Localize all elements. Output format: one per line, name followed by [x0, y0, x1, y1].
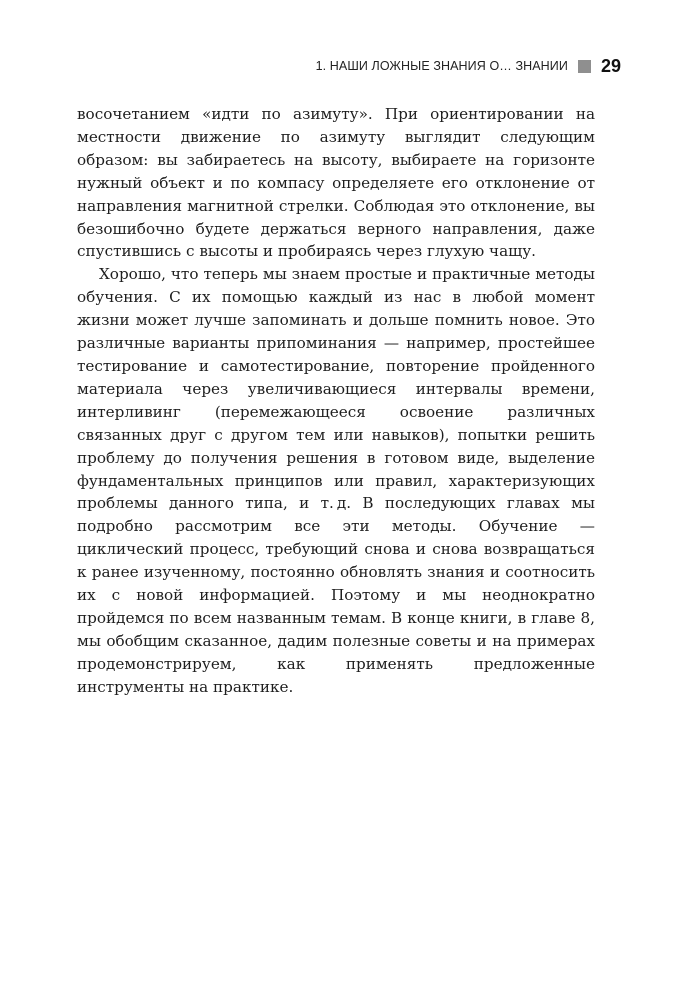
body-text	[77, 103, 595, 699]
square-marker-icon	[578, 60, 591, 73]
paragraph-continuation: восочетанием «идти по азимуту». При ориентировании на местности движение по азимуту выглядит следующим образом: вы забираетесь на высоту, выбираете на горизонте нужный объект и по компасу определяете его отклонение от направления магнитной стрелки. Соблюдая это отклонение, вы безошибочно будете держаться верного направления, даже спустившись с высоты и пробираясь через глухую чащу.	[77, 105, 595, 261]
running-header	[316, 54, 621, 78]
page-number: 29	[600, 55, 621, 76]
running-title: 1. НАШИ ЛОЖНЫЕ ЗНАНИЯ О… ЗНАНИИ	[315, 59, 568, 73]
paragraph-learning-methods: Хорошо, что теперь мы знаем простые и практичные методы обучения. С их помощью каждый из нас в любой момент жизни может лучше запоминать и дольше помнить новое. Это различные варианты припоминания — например, простейшее тестирование и самотестирование, повторение пройденного материала через увеличивающиеся интервалы времени, интерливинг (перемежающееся освоение различных связанных друг с другом тем или навыков), попытки решить проблему до получения решения в готовом виде, выделение фундаментальных принципов или правил, характеризующих проблемы данного типа, и т. д. В последующих главах мы подробно рассмотрим все эти методы. Обучение — циклический процесс, требующий снова и снова возвращаться к ранее изученному, постоянно обновлять знания и соотносить их с новой информацией. Поэтому и мы неоднократно пройдемся по всем названным темам. В конце книги, в главе 8, мы обобщим сказанное, дадим полезные советы и на примерах продемонстрируем, как применять предложенные инструменты на практике.	[77, 265, 595, 696]
